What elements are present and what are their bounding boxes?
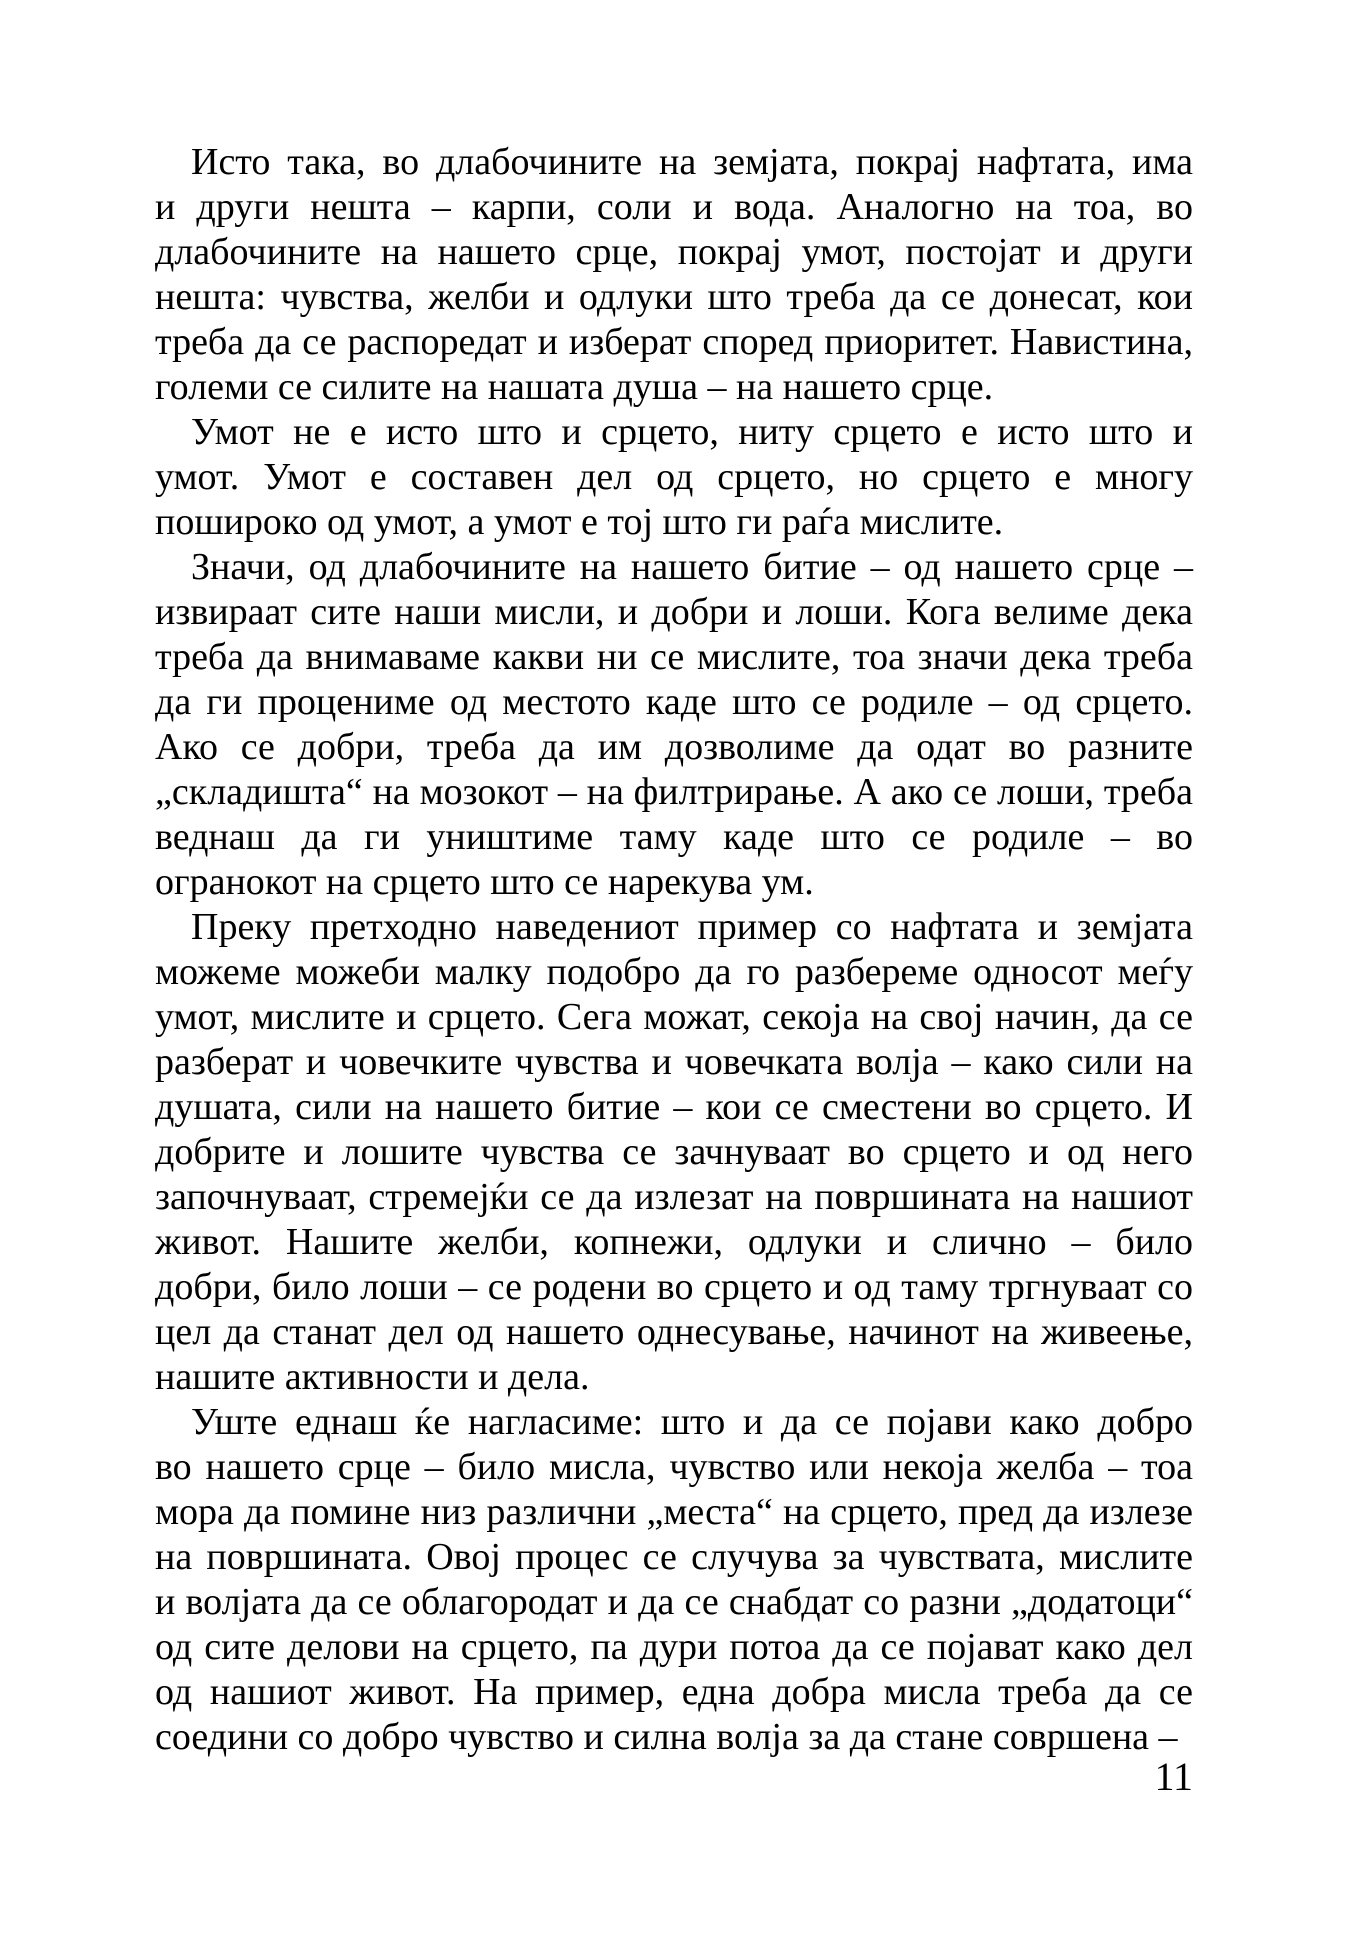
text-line: можеме можеби малку подобро да го разбереме односот меѓу xyxy=(155,951,1193,993)
text-line: длабочините на нашето срце, покрај умот, постојат и други xyxy=(155,231,1193,273)
text-line: умот, мислите и срцето. Сега можат, секоја на свој начин, да се xyxy=(155,996,1193,1038)
text-line: Ако се добри, треба да им дозволиме да одат во разните xyxy=(155,726,1193,768)
page-text xyxy=(155,140,1193,1760)
text-line: започнуваат, стремејќи се да излезат на површината на нашиот xyxy=(155,1176,1193,1218)
paragraph-4 xyxy=(155,905,1193,1400)
text-line: соедини со добро чувство и силна волја за да стане совршена – xyxy=(155,1716,1178,1758)
text-line: добрите и лошите чувства се зачнуваат во срцето и од него xyxy=(155,1131,1193,1173)
text-line: од сите делови на срцето, па дури потоа да се појават како дел xyxy=(155,1626,1193,1668)
text-line: Уште еднаш ќе нагласиме: што и да се појави како добро xyxy=(191,1401,1193,1443)
text-line: Преку претходно наведениот пример со нафтата и земјата xyxy=(191,906,1193,948)
text-line: живот. Нашите желби, копнежи, одлуки и слично – било xyxy=(155,1221,1193,1263)
text-line: од нашиот живот. На пример, една добра мисла треба да се xyxy=(155,1671,1193,1713)
paragraph-2 xyxy=(155,410,1193,545)
text-line: големи се силите на нашата душа – на нашето срце. xyxy=(155,366,994,408)
text-line: на површината. Овој процес се случува за чувствата, мислите xyxy=(155,1536,1193,1578)
paragraph-1 xyxy=(155,140,1193,410)
text-line: разберат и човечките чувства и човечката волја – како сили на xyxy=(155,1041,1193,1083)
text-line: душата, сили на нашето битие – кои се сместени во срцето. И xyxy=(155,1086,1193,1128)
text-line: во нашето срце – било мисла, чувство или некоја желба – тоа xyxy=(155,1446,1193,1488)
text-line: пошироко од умот, а умот е тој што ги раѓа мислите. xyxy=(155,501,1004,543)
paragraph-5 xyxy=(155,1400,1193,1760)
text-line: треба да внимаваме какви ни се мислите, тоа значи дека треба xyxy=(155,636,1193,678)
text-line: огранокот на срцето што се нарекува ум. xyxy=(155,861,814,903)
paragraph-3 xyxy=(155,545,1193,905)
text-line: веднаш да ги уништиме таму каде што се родиле – во xyxy=(155,816,1193,858)
text-line: треба да се распоредат и изберат според приоритет. Навистина, xyxy=(155,321,1193,363)
text-line: умот. Умот е составен дел од срцето, но срцето е многу xyxy=(155,456,1193,498)
text-line: и волјата да се облагородат и да се снабдат со разни „додатоци“ xyxy=(155,1581,1193,1623)
text-line: Исто така, во длабочините на земјата, покрај нафтата, има xyxy=(191,141,1193,183)
text-line: „складишта“ на мозокот – на филтрирање. А ако се лоши, треба xyxy=(155,771,1193,813)
text-line: мора да помине низ различни „места“ на срцето, пред да излезе xyxy=(155,1491,1193,1533)
page-number: 11 xyxy=(1154,1754,1193,1799)
text-line: Умот не е исто што и срцето, ниту срцето е исто што и xyxy=(191,411,1193,453)
text-line: нашите активности и дела. xyxy=(155,1356,590,1398)
text-line: добри, било лоши – се родени во срцето и од таму тргнуваат со xyxy=(155,1266,1193,1308)
text-line: и други нешта – карпи, соли и вода. Аналогно на тоа, во xyxy=(155,186,1193,228)
text-line: нешта: чувства, желби и одлуки што треба да се донесат, кои xyxy=(155,276,1193,318)
text-line: Значи, од длабочините на нашето битие – од нашето срце – xyxy=(191,546,1193,588)
text-line: да ги процениме од местото каде што се родиле – од срцето. xyxy=(155,681,1193,723)
text-line: извираат сите наши мисли, и добри и лоши. Кога велиме дека xyxy=(155,591,1193,633)
text-line: цел да станат дел од нашето однесување, начинот на живеење, xyxy=(155,1311,1193,1353)
